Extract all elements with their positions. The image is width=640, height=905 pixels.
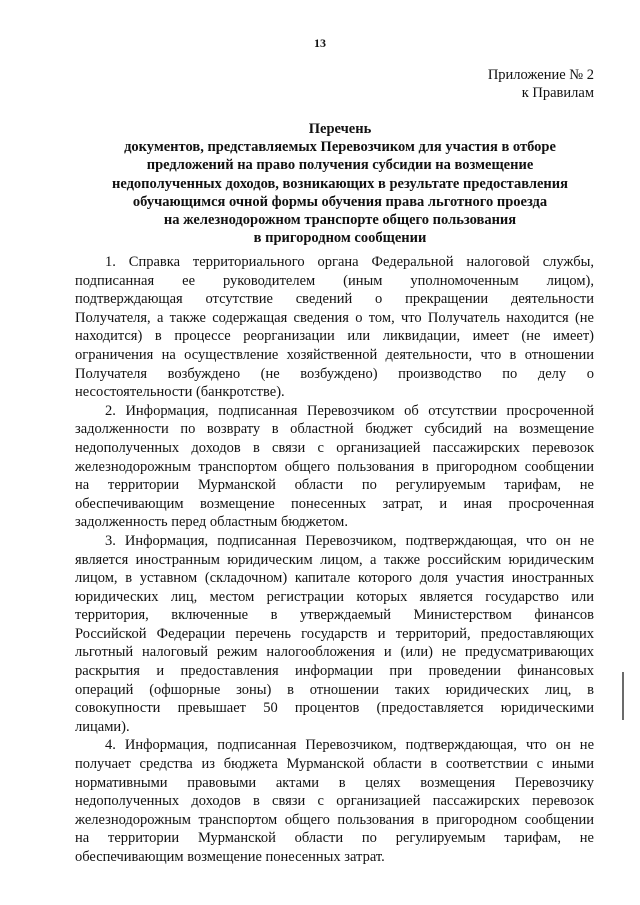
text-line: юридических лиц, местом регистрации которых является государство или (75, 588, 594, 605)
text-line: раскрытия и предоставления информации при проведении финансовых (75, 663, 594, 680)
title-heading: Перечень (308, 121, 372, 137)
title-line: недополученных доходов, возникающих в результате предоставления (112, 175, 568, 192)
text-line: Получателя, а также содержащая сведения о том, что Получатель находится (не (75, 309, 594, 326)
text-line: получает средства из бюджета Мурманской области в соответствии с иными (75, 756, 594, 773)
text-line: несостоятельности (банкротстве). (75, 384, 285, 401)
text-line: 4. Информация, подписанная Перевозчиком, подтверждающая, что он не (105, 737, 594, 754)
appendix-rules-ref: к Правилам (521, 85, 594, 101)
text-line: железнодорожным транспортом общего пользования в пригородном сообщении (75, 458, 594, 475)
text-line: 3. Информация, подписанная Перевозчиком, подтверждающая, что он не (105, 532, 594, 549)
text-line: обеспечивающим возмещение понесенных затрат, и иная просроченная (75, 495, 594, 512)
text-line: недополученных доходов в связи с организацией пассажирских перевозок (75, 439, 594, 456)
scan-edge-mark (622, 672, 624, 720)
title-line: документов, представляемых Перевозчиком для участия в отборе (124, 139, 556, 156)
text-line: льготный налоговый режим налогообложения и (или) не предусматривающих (75, 644, 594, 661)
text-line: находится) в процессе реорганизации или ликвидации, имеет (не имеет) (75, 328, 594, 345)
title-line: обучающимся очной формы обучения права льготного проезда (132, 193, 548, 210)
text-line: лицами). (75, 718, 130, 735)
text-line: лицом, в уставном (складочном) капитале которого доля участия иностранных (75, 570, 594, 587)
text-line: железнодорожным транспортом общего пользования в пригородном сообщении (75, 811, 594, 828)
text-line: 1. Справка территориального органа Федеральной налоговой службы, (105, 254, 594, 270)
title-line: предложений на право получения субсидии на возмещение (146, 157, 534, 174)
text-line: задолженности по возврату в областной бюджет субсидий на возмещение (75, 421, 594, 438)
paragraph-2 (75, 402, 594, 532)
paragraph-4 (75, 736, 594, 866)
paragraph-1 (75, 253, 594, 402)
text-line: Российской Федерации перечень государств и территорий, предоставляющих (75, 625, 594, 642)
text-line: подтверждающая отсутствие сведений о прекращении деятельности (75, 291, 594, 308)
text-line: подписанная ее руководителем (иным уполномоченным лицом), (75, 272, 594, 289)
appendix-reference (488, 66, 594, 102)
text-line: недополученных доходов в связи с организацией пассажирских перевозок (75, 793, 594, 810)
text-line: 2. Информация, подписанная Перевозчиком об отсутствии просроченной (105, 402, 594, 419)
text-line: территория, включенные в утверждаемый Министерством финансов (75, 607, 594, 624)
text-line: совокупности превышает 50 процентов (предоставляется юридическими (75, 700, 594, 717)
text-line: ограничения на осуществление хозяйственной деятельности, что в отношении (75, 346, 594, 363)
appendix-number: Приложение № 2 (487, 67, 594, 83)
text-line: на территории Мурманской области по регулируемым тарифам, не (75, 830, 594, 847)
text-line: является иностранным юридическим лицом, а также российским юридическим (75, 551, 594, 568)
document-body (75, 253, 594, 867)
text-line: обеспечивающим возмещение понесенных затрат. (75, 849, 385, 865)
text-line: на территории Мурманской области по регулируемым тарифам, не (75, 477, 594, 494)
title-line: в пригородном сообщении (253, 230, 427, 247)
title-line: на железнодорожном транспорте общего пользования (163, 212, 517, 229)
text-line: нормативными правовыми актами в целях возмещения Перевозчику (75, 774, 594, 791)
text-line: Получателя возбуждено (не возбуждено) производство по делу о (75, 365, 594, 382)
text-line: задолженность перед областным бюджетом. (75, 514, 348, 531)
text-line: операций (офшорные зоны) в отношении таких юридических лиц, в (75, 681, 594, 698)
paragraph-3 (75, 532, 594, 737)
document-title (80, 120, 600, 247)
page-number: 13 (314, 36, 326, 50)
